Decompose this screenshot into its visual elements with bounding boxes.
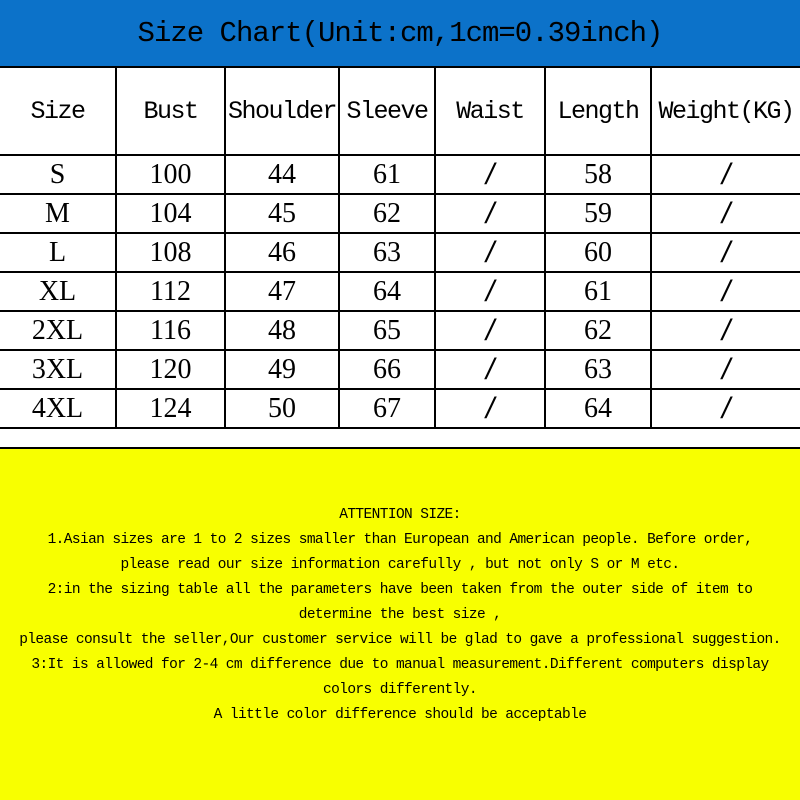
column-header-shoulder: Shoulder [225,67,339,155]
cell-size: 4XL [0,389,116,428]
cell-weight: / [651,350,800,389]
notice-line: A little color difference should be acceptable [213,707,587,723]
cell-shoulder: 49 [225,350,339,389]
cell-bust: 124 [116,389,225,428]
cell-sleeve: 62 [339,194,435,233]
cell-size: 2XL [0,311,116,350]
table-row [0,155,800,194]
cell-sleeve: 63 [339,233,435,272]
notice-line: colors differently. [323,682,477,698]
cell-waist: / [435,155,545,194]
column-header-bust: Bust [116,67,225,155]
cell-sleeve: 65 [339,311,435,350]
notice-line: 1.Asian sizes are 1 to 2 sizes smaller than European and American people. Before order, [47,532,753,548]
column-header-waist: Waist [435,67,545,155]
cell-shoulder: 44 [225,155,339,194]
cell-weight: / [651,155,800,194]
notice-line: please consult the seller,Our customer service will be glad to gave a professional suggestion. [19,632,781,648]
cell-waist: / [435,272,545,311]
cell-waist: / [435,194,545,233]
cell-waist: / [435,311,545,350]
cell-weight: / [651,233,800,272]
notice-line: 2:in the sizing table all the parameters have been taken from the outer side of item to [47,582,753,598]
cell-shoulder: 45 [225,194,339,233]
cell-shoulder: 47 [225,272,339,311]
cell-waist: / [435,389,545,428]
cell-bust: 112 [116,272,225,311]
column-header-weight: Weight(KG) [651,67,800,155]
cell-size: 3XL [0,350,116,389]
cell-size: L [0,233,116,272]
column-header-length: Length [545,67,651,155]
column-header-sleeve: Sleeve [339,67,435,155]
cell-weight: / [651,272,800,311]
cell-weight: / [651,311,800,350]
cell-bust: 100 [116,155,225,194]
cell-shoulder: 50 [225,389,339,428]
cell-bust: 108 [116,233,225,272]
cell-weight: / [651,194,800,233]
cell-size: M [0,194,116,233]
cell-length: 62 [545,311,651,350]
cell-shoulder: 46 [225,233,339,272]
table-row [0,350,800,389]
notice-heading: ATTENTION SIZE: [339,507,461,523]
cell-shoulder: 48 [225,311,339,350]
table-row [0,389,800,428]
table-row [0,311,800,350]
cell-bust: 104 [116,194,225,233]
cell-length: 64 [545,389,651,428]
cell-length: 58 [545,155,651,194]
cell-sleeve: 64 [339,272,435,311]
column-header-size: Size [0,67,116,155]
notice-line: please read our size information carefully , but not only S or M etc. [120,557,680,573]
cell-bust: 120 [116,350,225,389]
notice-line: 3:It is allowed for 2-4 cm difference due to manual measurement.Different computers display [31,657,769,673]
cell-bust: 116 [116,311,225,350]
cell-waist: / [435,233,545,272]
table-row [0,194,800,233]
cell-length: 61 [545,272,651,311]
cell-length: 60 [545,233,651,272]
cell-length: 63 [545,350,651,389]
table-row [0,233,800,272]
page-title: Size Chart(Unit:cm,1cm=0.39inch) [137,16,663,50]
cell-size: S [0,155,116,194]
cell-size: XL [0,272,116,311]
table-header-row [0,67,800,155]
title-banner [0,0,800,68]
cell-waist: / [435,350,545,389]
notice-line: determine the best size , [298,607,502,623]
table-row [0,272,800,311]
cell-sleeve: 67 [339,389,435,428]
size-table [0,66,800,429]
cell-length: 59 [545,194,651,233]
attention-notice [0,447,800,800]
cell-sleeve: 61 [339,155,435,194]
cell-weight: / [651,389,800,428]
cell-sleeve: 66 [339,350,435,389]
